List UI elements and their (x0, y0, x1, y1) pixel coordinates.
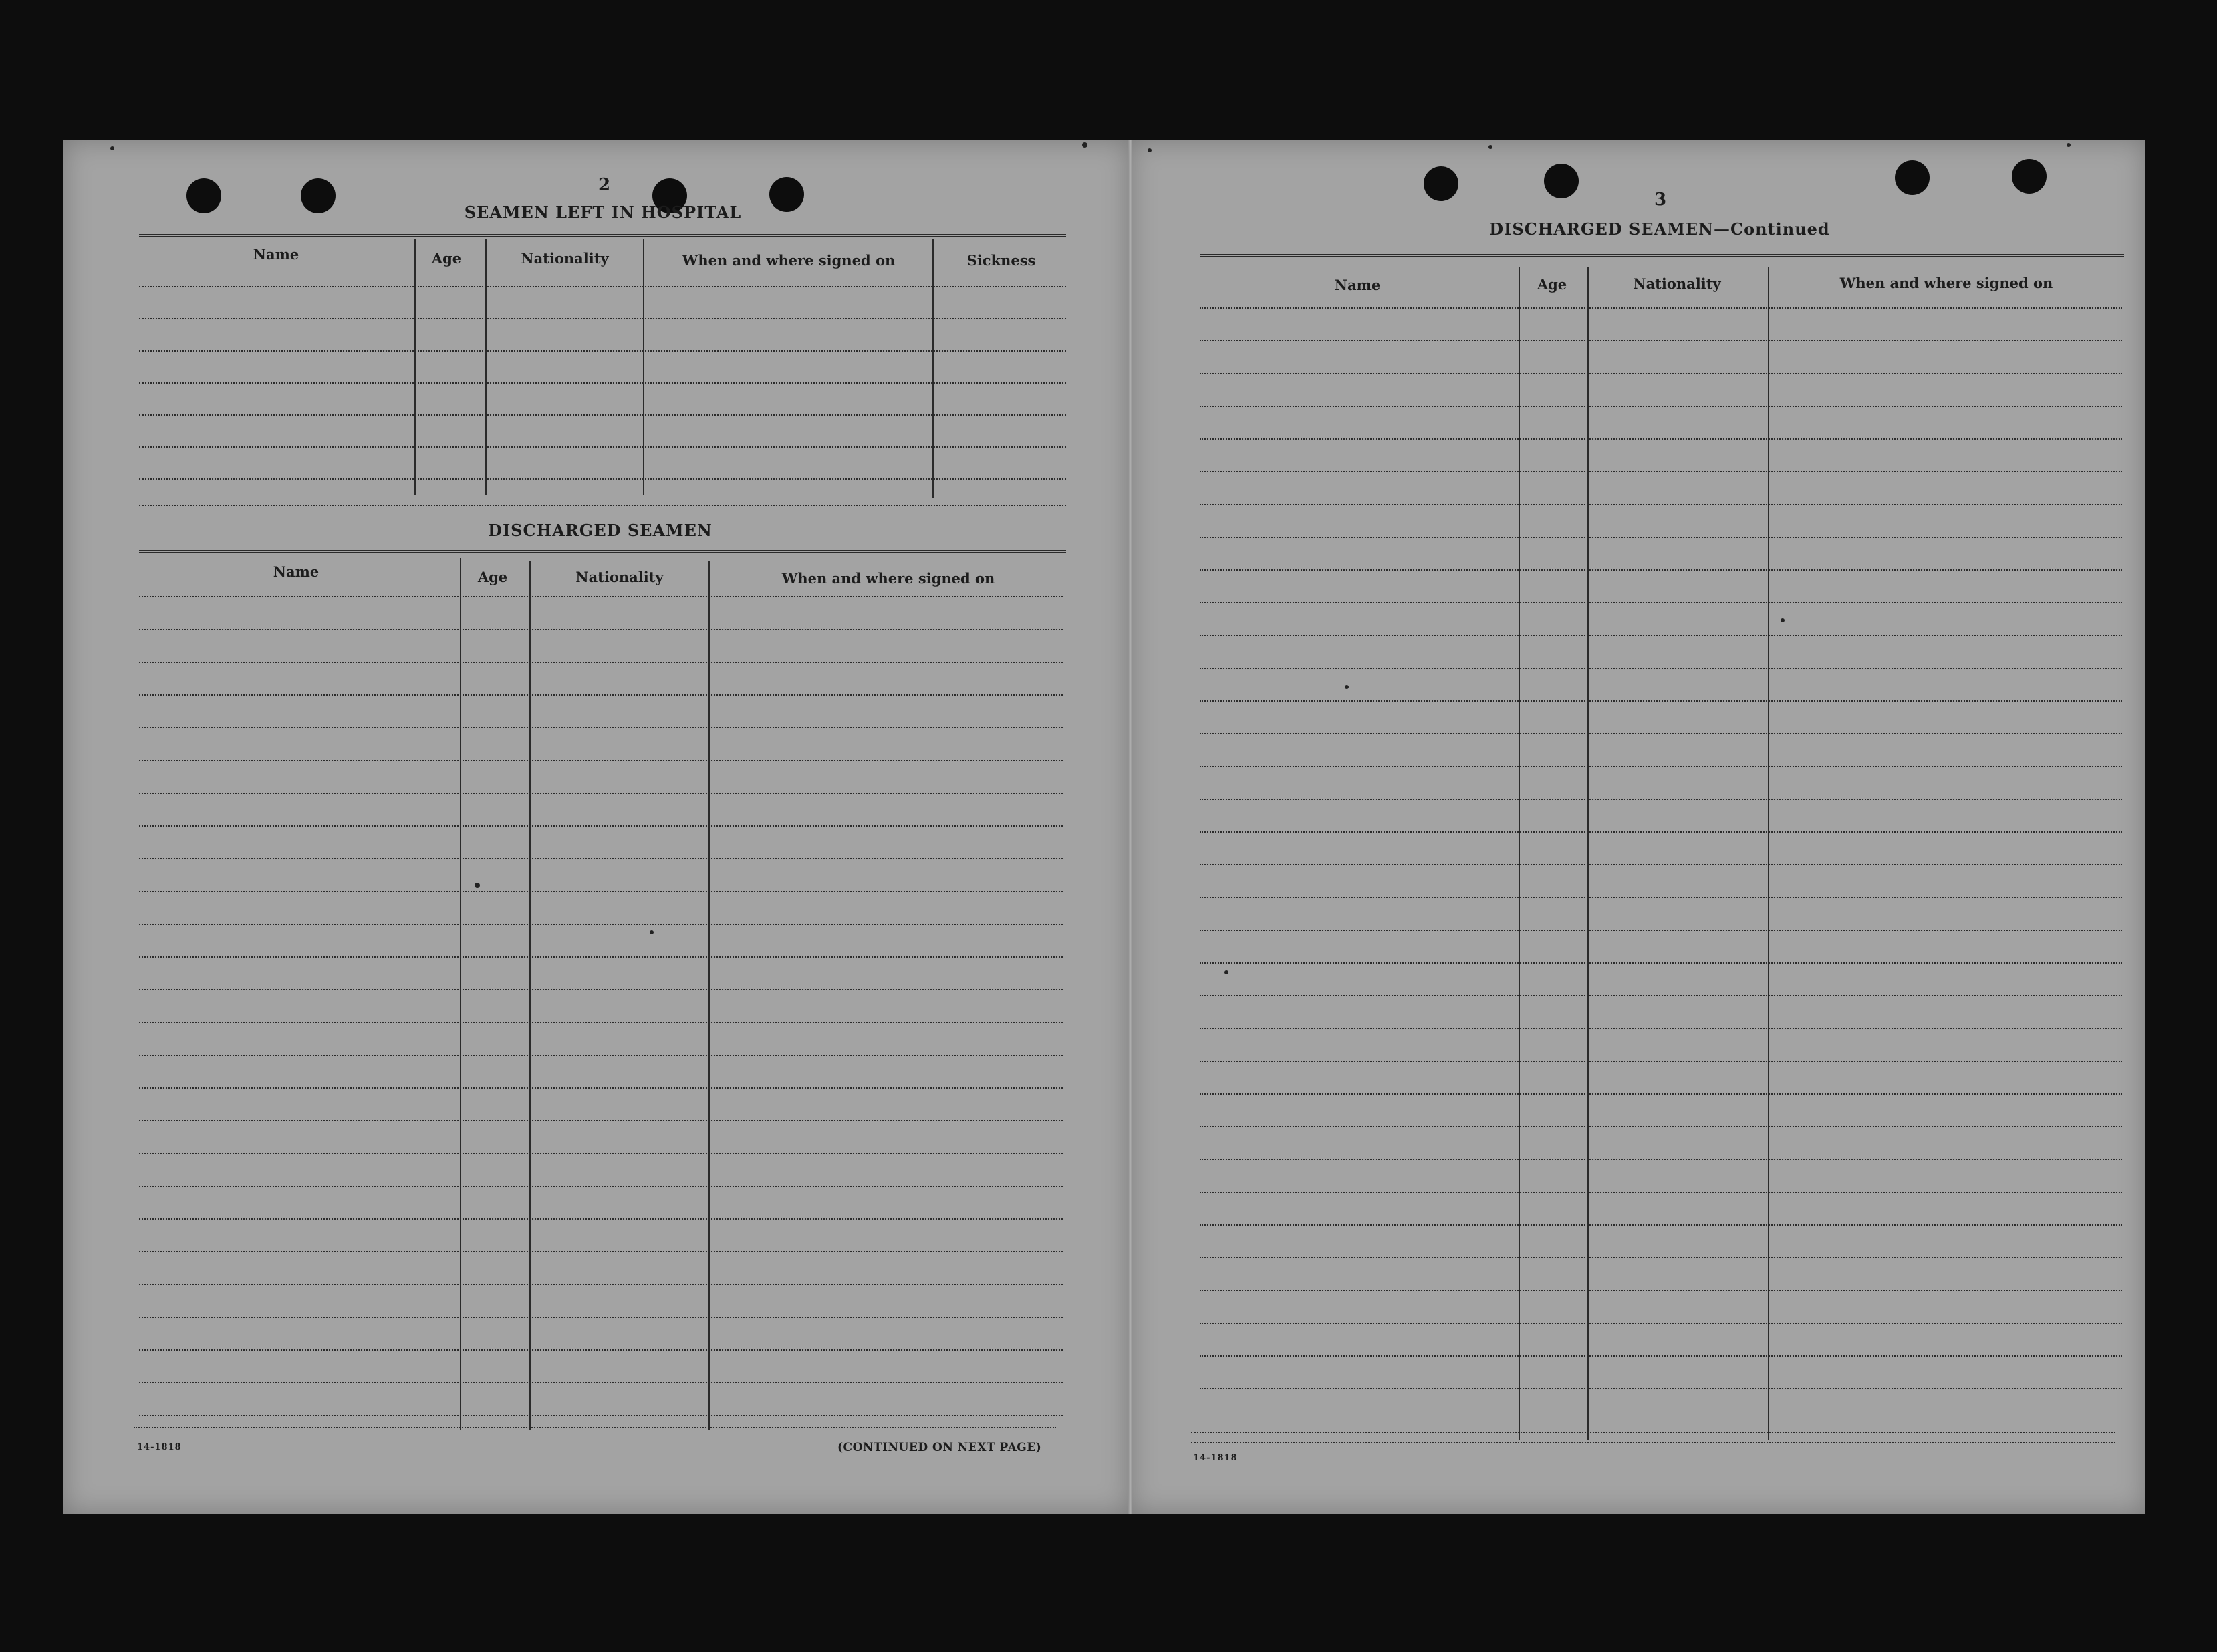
form-column-divider (485, 239, 487, 495)
form-rule-line (139, 382, 1066, 384)
form-page-left (63, 140, 1130, 1514)
form-rule-line (139, 318, 1066, 319)
form-page-right (1130, 140, 2145, 1514)
hospital-section-title: SEAMEN LEFT IN HOSPITAL (464, 202, 742, 222)
continued-col-age: Age (1537, 276, 1567, 293)
page-number: 2 (598, 175, 611, 195)
form-rule-line (1200, 340, 2122, 341)
form-rule-line (1200, 1093, 2122, 1095)
form-rule-line (139, 350, 1066, 352)
form-double-rule (139, 234, 1066, 237)
form-rule-line (139, 1022, 1063, 1023)
form-double-rule (1200, 254, 2124, 257)
form-rule-line (1200, 373, 2122, 374)
form-rule-line (1200, 406, 2122, 407)
form-rule-line (1200, 471, 2122, 472)
form-rule-line (1200, 1290, 2122, 1291)
punch-hole (301, 178, 336, 213)
form-rule-line (1200, 799, 2122, 800)
hospital-col-name: Name (253, 246, 299, 263)
form-column-divider (414, 239, 416, 495)
form-rule-line (139, 1055, 1063, 1056)
discharged-col-signed-on: When and where signed on (781, 570, 995, 587)
continued-col-signed-on: When and where signed on (1839, 275, 2053, 291)
form-rule-line (139, 414, 1066, 416)
form-rule-line (1200, 930, 2122, 931)
form-rule-line (1200, 1323, 2122, 1324)
form-rule-line (139, 1153, 1063, 1154)
form-number: 14-1818 (137, 1442, 182, 1452)
continued-col-name: Name (1334, 277, 1381, 293)
form-rule-line (1200, 668, 2122, 669)
form-rule-line (139, 1382, 1063, 1383)
form-rule-line (139, 891, 1063, 892)
form-rule-line (1200, 700, 2122, 702)
page-number: 3 (1654, 190, 1667, 210)
punch-hole (186, 178, 221, 213)
form-rule-line (139, 478, 1066, 480)
form-rule-line (139, 727, 1063, 728)
discharged-col-nationality: Nationality (575, 569, 664, 585)
punch-hole (1424, 166, 1458, 201)
form-rule-line (139, 989, 1063, 990)
form-rule-line (1200, 569, 2122, 571)
hospital-col-signed-on: When and where signed on (682, 252, 896, 269)
form-rule-line (139, 825, 1063, 827)
discharged-section-title: DISCHARGED SEAMEN (488, 521, 712, 540)
form-rule-line (139, 1284, 1063, 1285)
punch-hole (769, 177, 804, 212)
form-double-rule (139, 550, 1066, 553)
form-rule-line (1200, 1388, 2122, 1389)
form-rule-line (139, 505, 1066, 506)
form-rule-line (134, 1427, 1056, 1428)
form-column-divider (932, 239, 934, 498)
form-rule-line (1200, 1126, 2122, 1127)
form-rule-line (139, 858, 1063, 859)
form-column-divider (529, 561, 531, 1430)
form-rule-line (1200, 995, 2122, 996)
continued-col-nationality: Nationality (1633, 275, 1721, 292)
form-rule-line (139, 956, 1063, 958)
form-rule-line (1200, 1192, 2122, 1193)
form-rule-line (139, 694, 1063, 696)
form-rule-line (139, 1087, 1063, 1089)
discharged-col-age: Age (477, 569, 508, 585)
form-rule-line (1200, 1355, 2122, 1357)
form-rule-line (1200, 1224, 2122, 1226)
form-column-divider (1587, 267, 1589, 1440)
form-rule-line (139, 1218, 1063, 1220)
form-rule-line (1200, 307, 2122, 309)
form-rule-line (1200, 537, 2122, 538)
form-rule-line (1200, 962, 2122, 964)
form-rule-line (1200, 864, 2122, 865)
form-column-divider (460, 558, 461, 1430)
continued-note: (CONTINUED ON NEXT PAGE) (837, 1441, 1042, 1454)
punch-hole (2012, 159, 2047, 194)
form-rule-line (1191, 1442, 2115, 1443)
form-rule-line (139, 596, 1063, 597)
form-rule-line (1200, 1061, 2122, 1062)
form-rule-line (139, 286, 1066, 287)
form-column-divider (643, 239, 644, 495)
discharged-continued-title: DISCHARGED SEAMEN—Continued (1489, 219, 1830, 239)
hospital-col-nationality: Nationality (521, 250, 609, 267)
form-rule-line (1200, 733, 2122, 734)
page-fold (1128, 140, 1132, 1514)
form-rule-line (139, 662, 1063, 663)
form-rule-line (139, 760, 1063, 761)
form-rule-line (1200, 438, 2122, 440)
form-rule-line (139, 1120, 1063, 1121)
form-number: 14-1818 (1193, 1453, 1238, 1463)
form-rule-line (1200, 831, 2122, 833)
form-rule-line (1200, 766, 2122, 767)
form-rule-line (139, 1317, 1063, 1318)
form-rule-line (139, 1415, 1063, 1416)
form-rule-line (139, 1186, 1063, 1187)
form-rule-line (1200, 1028, 2122, 1029)
form-column-divider (1519, 267, 1520, 1440)
form-rule-line (1191, 1432, 2115, 1433)
hospital-col-sickness: Sickness (966, 252, 1036, 269)
form-rule-line (1200, 602, 2122, 603)
form-column-divider (1768, 267, 1769, 1440)
discharged-col-name: Name (273, 563, 319, 580)
hospital-col-age: Age (431, 250, 462, 267)
form-rule-line (139, 924, 1063, 925)
form-rule-line (1200, 635, 2122, 636)
form-column-divider (708, 561, 710, 1430)
form-rule-line (1200, 1159, 2122, 1160)
punch-hole (1544, 164, 1579, 198)
punch-hole (1895, 160, 1930, 195)
form-rule-line (139, 1251, 1063, 1252)
form-rule-line (139, 1349, 1063, 1351)
form-rule-line (139, 629, 1063, 630)
form-rule-line (1200, 897, 2122, 898)
form-rule-line (139, 446, 1066, 448)
form-rule-line (1200, 504, 2122, 505)
form-rule-line (139, 793, 1063, 794)
form-rule-line (1200, 1257, 2122, 1258)
